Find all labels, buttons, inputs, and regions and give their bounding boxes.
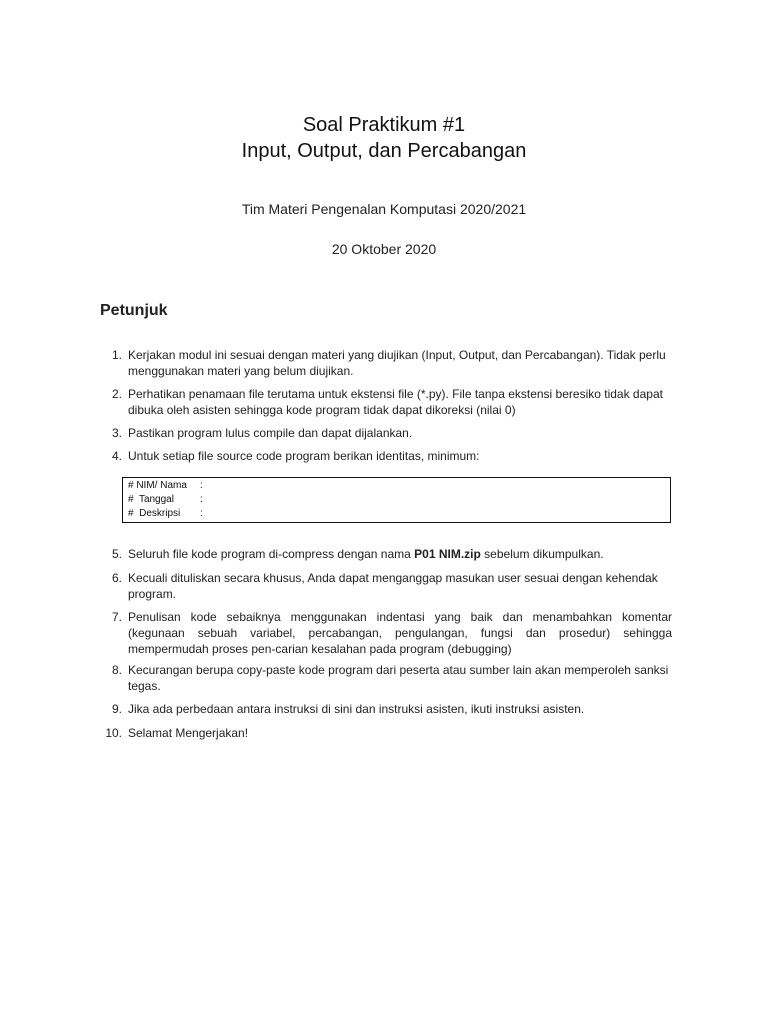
- list-text: Kerjakan modul ini sesuai dengan materi yang diujikan (Input, Output, dan Percabangan). Tidak perlu menggunakan materi yang belum diujikan.: [128, 348, 666, 378]
- identity-row: [128, 493, 665, 507]
- list-item: [111, 425, 672, 441]
- list-item: [111, 448, 672, 464]
- list-number: 4.: [111, 449, 122, 463]
- identity-row: [128, 479, 665, 493]
- document-title: Soal Praktikum #1: [302, 114, 466, 136]
- section-heading: Petunjuk: [100, 302, 168, 319]
- list-number: 9.: [111, 702, 122, 716]
- list-item: [111, 386, 672, 418]
- list-number: 8.: [111, 663, 122, 677]
- list-item: [111, 546, 672, 562]
- list-text-part: Seluruh file kode program di-compress dengan nama: [128, 547, 415, 561]
- filename-format: P01 NIM.zip: [414, 547, 481, 561]
- list-item: [111, 701, 672, 717]
- list-number: 1.: [111, 348, 122, 362]
- list-item: [111, 662, 672, 694]
- identity-separator: :: [200, 480, 203, 491]
- list-number: 5.: [111, 547, 122, 561]
- list-number: 3.: [111, 426, 122, 440]
- identity-separator: :: [200, 494, 203, 505]
- list-text: Perhatikan penamaan file terutama untuk ekstensi file (*.py). File tanpa ekstensi beresiko tidak dapat dibuka oleh asisten sehingga kode program tidak dapat dikoreksi (nilai 0): [128, 387, 663, 417]
- identity-label: # NIM/ Nama: [128, 480, 187, 491]
- list-text: Untuk setiap file source code program berikan identitas, minimum:: [128, 449, 480, 463]
- list-text-part: sebelum dikumpulkan.: [480, 547, 604, 561]
- list-text: Pastikan program lulus compile dan dapat dijalankan.: [128, 426, 413, 440]
- identity-separator: :: [200, 508, 203, 519]
- list-number: 7.: [111, 610, 122, 624]
- list-text: [128, 546, 672, 562]
- list-item: [105, 725, 672, 741]
- identity-row: [128, 507, 665, 521]
- list-item: [111, 609, 672, 657]
- list-text: Kecuali dituliskan secara khusus, Anda dapat menganggap masukan user sesuai dengan kehendak program.: [128, 571, 658, 601]
- document-subtitle: Input, Output, dan Percabangan: [241, 140, 527, 162]
- team-name: Tim Materi Pengenalan Komputasi 2020/2021: [241, 201, 527, 217]
- list-number: 6.: [111, 571, 122, 585]
- identity-label: # Tanggal: [128, 494, 174, 505]
- list-number: 10.: [105, 726, 122, 740]
- list-text: Jika ada perbedaan antara instruksi di sini dan instruksi asisten, ikuti instruksi asisten.: [128, 702, 585, 716]
- document-date: 20 Oktober 2020: [331, 241, 437, 257]
- list-number: 2.: [111, 387, 122, 401]
- list-item: [111, 570, 672, 602]
- list-text: Kecurangan berupa copy-paste kode program dari peserta atau sumber lain akan memperoleh sanksi tegas.: [128, 663, 669, 693]
- identity-template-box: [122, 477, 671, 523]
- list-item: [111, 347, 672, 379]
- list-text: Selamat Mengerjakan!: [128, 726, 249, 740]
- list-text: Penulisan kode sebaiknya menggunakan indentasi yang baik dan menambahkan komentar (kegunaan sebuah variabel, percabangan, pengulangan, fungsi dan prosedur) sehingga mempermudah proses pen-carian kesalahan pada program (debugging): [128, 610, 672, 656]
- identity-label: # Deskripsi: [128, 508, 181, 519]
